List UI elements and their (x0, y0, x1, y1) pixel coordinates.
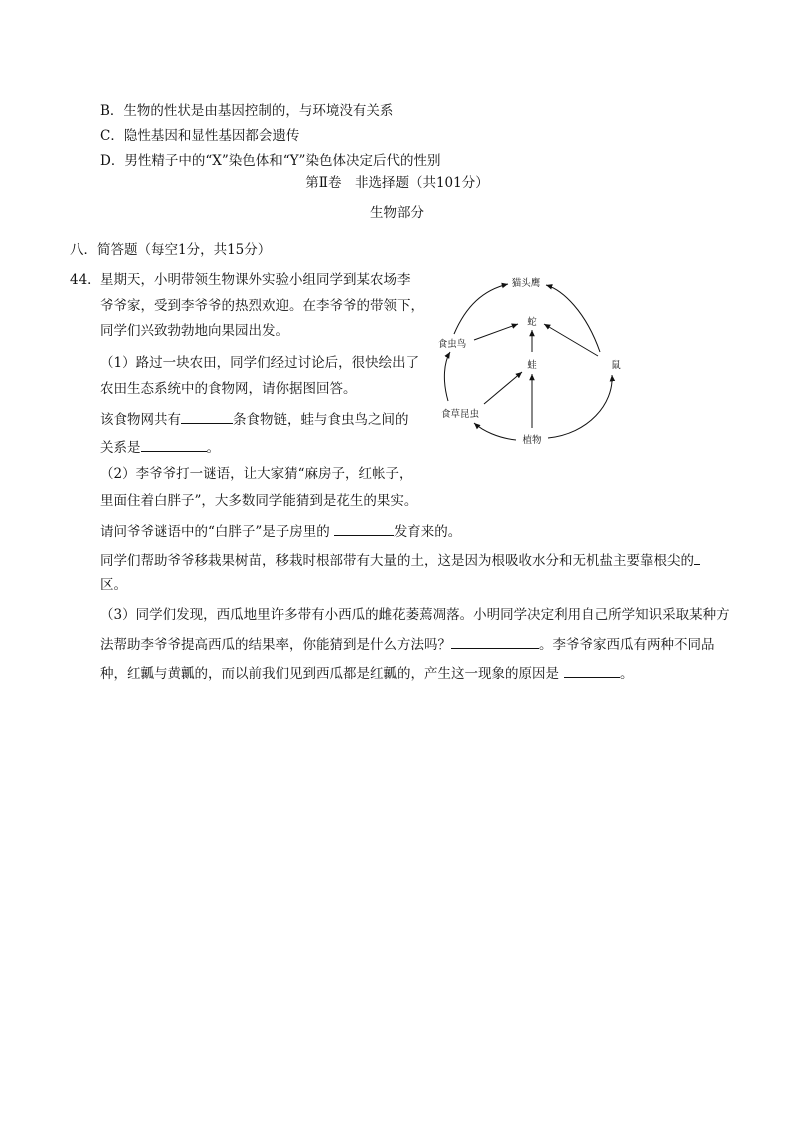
part1-text-a: 该食物网共有 (100, 412, 181, 428)
question-intro-3: 同学们兴致勃勃地向果园出发。 (100, 323, 289, 339)
part3-text-c: 种，红瓤与黄瓤的，而以前我们见到西瓜都是红瓤的，产生这一现象的原因是 (100, 666, 559, 682)
question-number: 44． (70, 272, 101, 288)
food-chain-count-blank[interactable] (181, 409, 233, 424)
node-frog: 蛙 (527, 360, 537, 371)
root-zone-blank[interactable] (694, 550, 700, 565)
food-web-diagram (428, 268, 628, 448)
part2-line-2: 里面住着白胖子”，大多数同学能猜到是花生的果实。 (100, 493, 418, 509)
arrow-plant-to-insect (474, 423, 516, 440)
node-bird: 食虫鸟 (437, 339, 467, 350)
part1-text-d: 。 (206, 440, 220, 456)
part1-text-c: 关系是 (100, 440, 141, 456)
question-intro-1: 星期天，小明带领生物课外实验小组同学到某农场李 (100, 272, 411, 288)
relation-blank[interactable] (141, 437, 207, 452)
section-subtitle: 生物部分 (370, 205, 424, 221)
question-intro-2: 爷爷家，受到李爷爷的热烈欢迎。在李爷爷的带领下， (100, 298, 424, 314)
part2-line-1: （2）李爷爷打一谜语，让大家猜“麻房子，红帐子， (100, 466, 413, 482)
part3-text-d: 。 (620, 666, 634, 682)
part2-text-b: 发育来的。 (393, 524, 462, 540)
arrow-bird-to-owl (454, 284, 508, 334)
part1-line-1: （1）路过一块农田，同学们经过讨论后，很快绘出了 (100, 355, 420, 371)
node-snake: 蛇 (527, 317, 537, 328)
node-owl: 猫头鹰 (511, 278, 541, 289)
part1-text-b: 条食物链，蛙与食虫鸟之间的 (233, 412, 409, 428)
section-title: 第Ⅱ卷 非选择题（共101分） (305, 175, 489, 191)
node-plant: 植物 (522, 435, 542, 446)
part3-text-b: 。李爷爷家西瓜有两种不同品 (539, 637, 715, 653)
part3-line-1: （3）同学们发现，西瓜地里许多带有小西瓜的雌花萎蔫凋落。小明同学决定利用自己所学知识采取某种方 (100, 607, 730, 623)
part3-line-2 (100, 634, 715, 654)
part2-line-3 (100, 521, 461, 541)
method-blank[interactable] (451, 634, 539, 649)
part2-line-4 (100, 550, 700, 570)
node-mouse: 鼠 (611, 360, 621, 371)
part-heading: 八．简答题（每空1分，共15分） (70, 242, 272, 258)
part3-line-3 (100, 663, 634, 683)
option-d: D．男性精子中的“X”染色体和“Y”染色体决定后代的性别 (100, 153, 441, 169)
ovary-part-blank[interactable] (334, 521, 394, 536)
arrow-mouse-to-owl (546, 285, 600, 352)
part2-line-5: 区。 (100, 577, 127, 593)
node-insect: 食草昆虫 (440, 409, 480, 420)
arrow-bird-to-snake (474, 324, 518, 340)
part1-line-4 (100, 437, 220, 457)
arrow-plant-to-mouse (548, 375, 612, 438)
arrow-insect-to-frog (484, 372, 522, 404)
reason-blank[interactable] (564, 663, 620, 678)
part1-line-2: 农田生态系统中的食物网，请你据图回答。 (100, 381, 357, 397)
option-c: C．隐性基因和显性基因都会遗传 (100, 128, 300, 144)
part2-text-c: 同学们帮助爷爷移栽果树苗，移栽时根部带有大量的土，这是因为根吸收水分和无机盐主要靠根尖的 (100, 553, 694, 569)
option-b: B．生物的性状是由基因控制的，与环境没有关系 (100, 103, 394, 119)
arrow-insect-to-bird (444, 352, 450, 401)
part1-line-3 (100, 409, 409, 429)
part2-text-a: 请问爷爷谜语中的“白胖子”是子房里的 (100, 524, 330, 540)
part3-text-a: 法帮助李爷爷提高西瓜的结果率，你能猜到是什么方法吗？ (100, 637, 451, 653)
